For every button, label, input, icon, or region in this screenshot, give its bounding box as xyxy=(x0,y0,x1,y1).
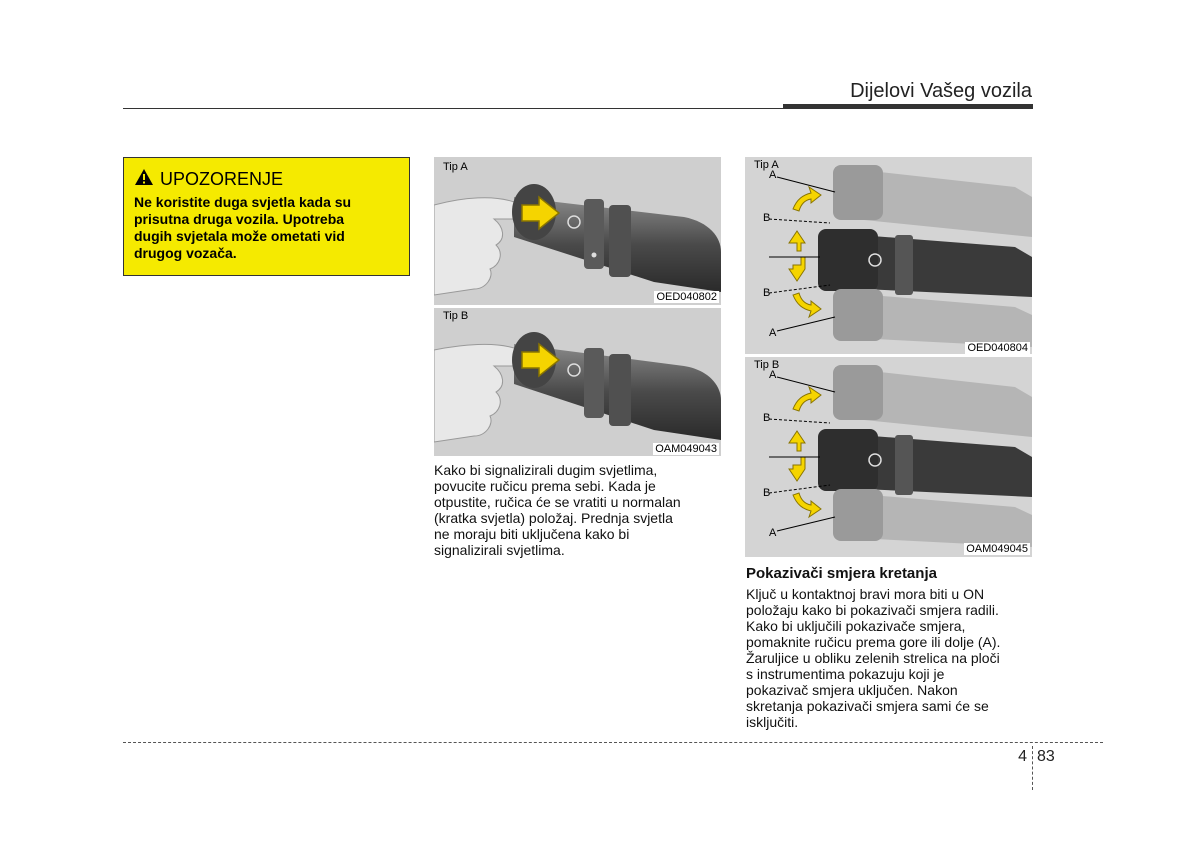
callout-b-lower: B xyxy=(763,287,771,299)
callout-b-lower: B xyxy=(763,487,771,499)
figure-label: Tip B xyxy=(754,359,780,371)
figure-code: OED040804 xyxy=(967,342,1028,354)
figure-code: OED040802 xyxy=(656,291,717,303)
callout-b-upper: B xyxy=(763,212,771,224)
figure-label: Tip A xyxy=(443,161,468,173)
page-header-title: Dijelovi Vašeg vozila xyxy=(850,80,1032,102)
high-beam-paragraph: Kako bi signalizirali dugim svjetlima, povucite ručicu prema sebi. Kada je otpustite, ručica će se vratiti u normalan (kratka svjetla) položaj. Prednja svjetla ne moraju biti uključena kako bi signalizirali svjetlima. xyxy=(434,462,681,558)
figure-turn-signal-tip-b xyxy=(745,357,1032,557)
callout-b-upper: B xyxy=(763,412,771,424)
warning-text: Ne koristite duga svjetla kada su prisutna druga vozila. Upotreba dugih svjetala može ometati vid drugog vozača. xyxy=(134,194,352,261)
chapter-number: 4 xyxy=(1018,748,1027,765)
callout-a-lower: A xyxy=(769,327,777,339)
footer-divider xyxy=(123,742,1103,743)
callout-a-lower: A xyxy=(769,527,777,539)
figure-high-beam-tip-a xyxy=(434,157,721,305)
header-divider xyxy=(123,108,783,109)
warning-title: UPOZORENJE xyxy=(160,169,284,189)
figure-label: Tip B xyxy=(443,310,469,322)
callout-a-upper: A xyxy=(769,369,777,381)
figure-high-beam-tip-b xyxy=(434,308,721,456)
warning-box xyxy=(123,157,410,276)
header-divider-bold xyxy=(783,104,1033,109)
turn-signal-paragraph: Ključ u kontaktnoj bravi mora biti u ON položaju kako bi pokazivači smjera radili. Kako bi uključili pokazivače smjera, pomaknite ručicu prema gore ili dolje (A). Žaruljice u obliku zelenih strelica na ploči s instrumentima pokazuju koji je pokazivač smjera uključen. Nakon skretanja pokazivači smjera sami će se isključiti. xyxy=(746,586,1001,730)
warning-header xyxy=(134,168,399,191)
footer-page-separator xyxy=(1032,746,1033,790)
callout-a-upper: A xyxy=(769,169,777,181)
figure-code: OAM049043 xyxy=(655,443,717,455)
figure-turn-signal-tip-a xyxy=(745,157,1032,354)
page-number: 83 xyxy=(1037,748,1055,765)
figure-code: OAM049045 xyxy=(966,543,1028,555)
warning-triangle-icon xyxy=(134,168,154,191)
figure-label: Tip A xyxy=(754,159,779,171)
section-heading: Pokazivači smjera kretanja xyxy=(746,565,937,582)
